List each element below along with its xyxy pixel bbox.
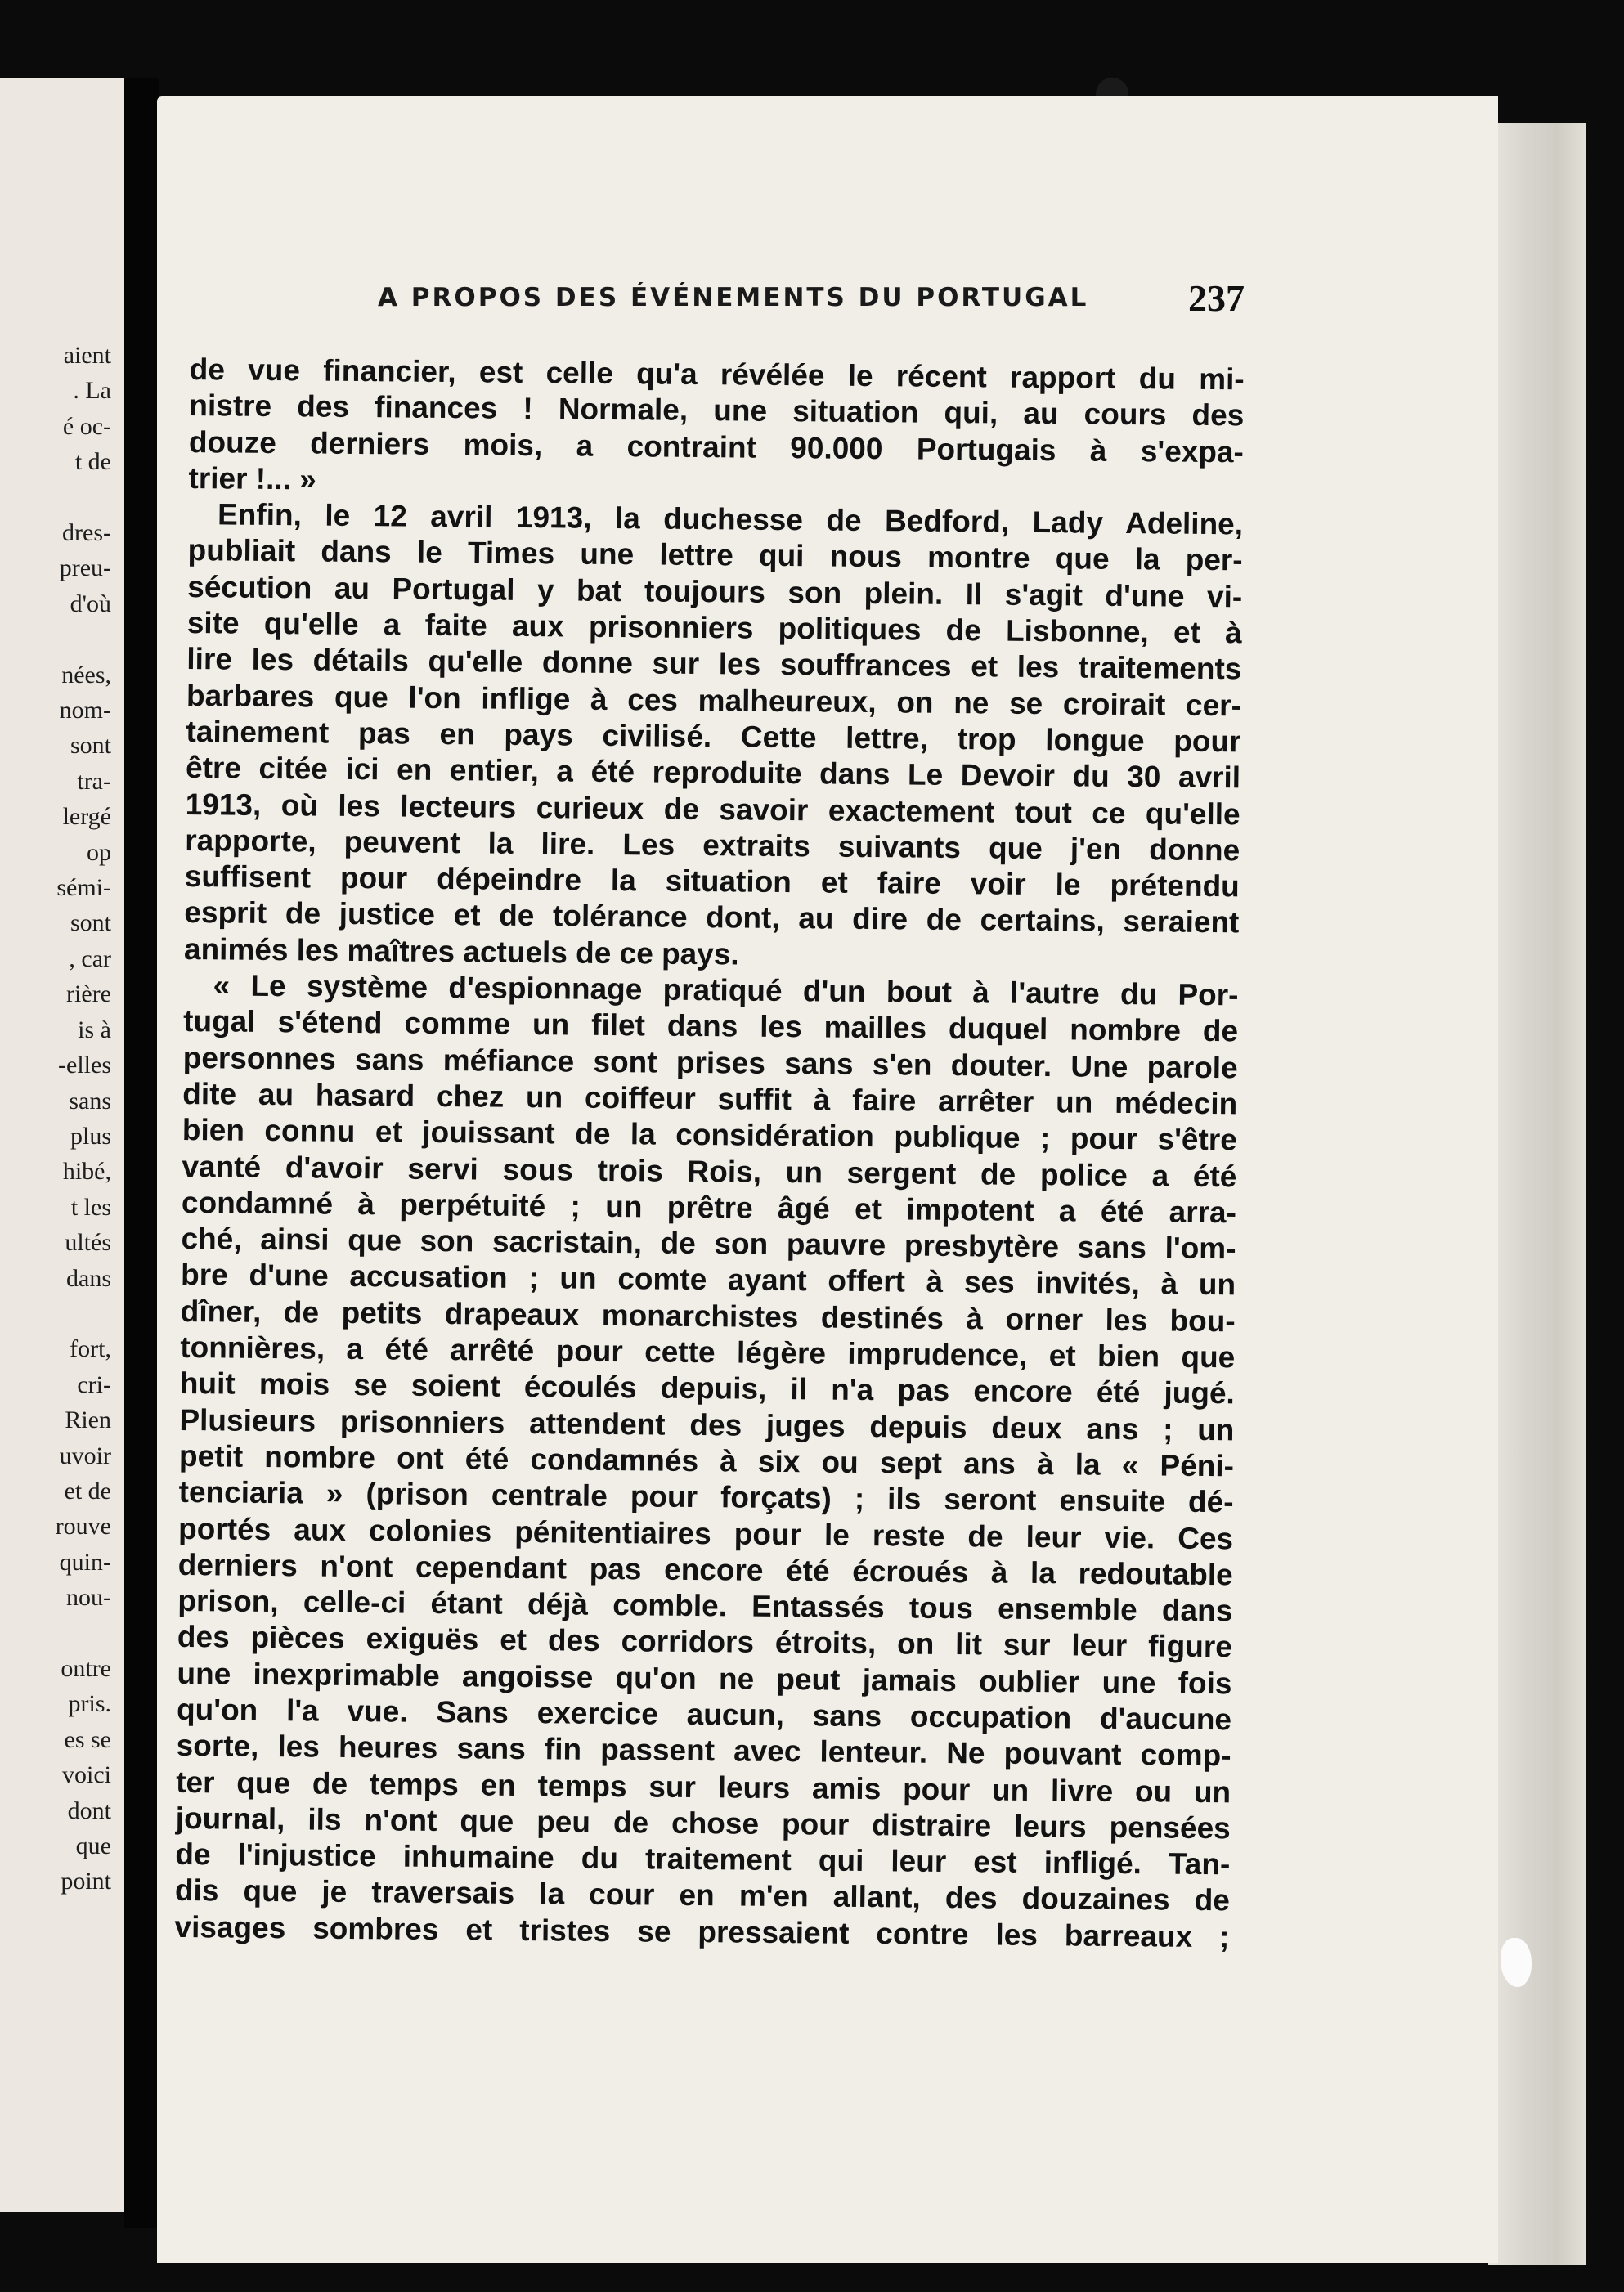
- text-line: nistre des finances ! Normale, une situation qui, au cours des: [189, 388, 1245, 433]
- left-page-fragment: [0, 78, 124, 2212]
- text-line: une inexprimable angoisse qu'on ne peut jamais oublier une fois: [177, 1656, 1232, 1700]
- left-page-line: preu-: [59, 554, 111, 582]
- text-line: Plusieurs prisonniers attendent des juges depuis deux ans ; un: [179, 1402, 1235, 1447]
- left-page-line: point: [61, 1868, 111, 1895]
- left-page-line: ultés: [65, 1229, 111, 1257]
- text-line: site qu'elle a faite aux prisonniers politiques de Lisbonne, et à: [186, 606, 1242, 650]
- running-head: [378, 276, 1245, 325]
- text-line: sécution au Portugal y bat toujours son plein. Il s'agit d'une vi-: [187, 569, 1243, 614]
- page-number: 237: [1188, 277, 1245, 319]
- left-page-line: aient: [63, 342, 111, 369]
- text-line: suffisent pour dépeindre la situation et faire voir le prétendu: [184, 859, 1240, 904]
- left-page-line: t les: [70, 1193, 111, 1221]
- left-page-line: rouve: [55, 1513, 111, 1541]
- left-page-line: sont: [70, 909, 111, 937]
- text-line: « Le système d'espionnage pratiqué d'un bout à l'autre du Por-: [213, 968, 1239, 1012]
- text-line: dite au hasard chez un coiffeur suffit à faire arrêter un médecin: [182, 1076, 1238, 1121]
- text-line: des pièces exiguës et des corridors étroits, on lit sur leur figure: [177, 1620, 1233, 1664]
- left-page-line: nou-: [66, 1584, 111, 1612]
- text-line: condamné à perpétuité ; un prêtre âgé et impotent a été arra-: [181, 1185, 1237, 1230]
- left-page-line: é oc-: [62, 412, 111, 440]
- left-page-line: dont: [67, 1796, 111, 1824]
- text-line: ché, ainsi que son sacristain, de son pauvre presbytère sans l'om-: [181, 1222, 1236, 1266]
- book-gutter: [124, 78, 159, 2228]
- text-line: lire les détails qu'elle donne sur les souffrances et les traitements: [186, 642, 1242, 686]
- text-line: bien connu et jouissant de la considération publique ; pour s'être: [182, 1113, 1238, 1157]
- text-line: visages sombres et tristes se pressaient contre les barreaux ;: [174, 1909, 1230, 1954]
- left-page-line: voici: [62, 1761, 111, 1789]
- text-line: animés les maîtres actuels de ce pays.: [183, 931, 739, 971]
- running-title: A PROPOS DES ÉVÉNEMENTS DU PORTUGAL: [378, 283, 1089, 312]
- text-line: vanté d'avoir servi sous trois Rois, un sergent de police a été: [182, 1149, 1237, 1193]
- left-page-line: t de: [74, 448, 111, 476]
- text-line: trier !... »: [188, 460, 316, 496]
- left-page-line: quin-: [59, 1548, 111, 1576]
- left-page-line: , car: [69, 944, 111, 972]
- left-page-line: [56, 1616, 111, 1651]
- left-page-line: ontre: [61, 1654, 111, 1682]
- left-page-line: sans: [69, 1087, 111, 1115]
- left-page-line: nées,: [61, 661, 111, 688]
- left-page-line: et de: [64, 1477, 111, 1505]
- text-line: barbares que l'on inflige à ces malheureux, on ne se croirait cer-: [186, 678, 1242, 723]
- left-page-line: is à: [78, 1016, 111, 1043]
- body-text: [174, 352, 1245, 1955]
- left-page-line: pris.: [68, 1690, 111, 1718]
- left-page-line: fort,: [70, 1335, 111, 1363]
- left-page-line: Rien: [65, 1406, 111, 1434]
- text-line: sorte, les heures sans fin passent avec lenteur. Ne pouvant comp-: [176, 1729, 1231, 1773]
- left-page-line: op: [87, 838, 111, 866]
- left-page-line: que: [75, 1832, 111, 1859]
- left-page-line: plus: [70, 1122, 111, 1150]
- left-page-line: tra-: [77, 767, 111, 795]
- text-line: dîner, de petits drapeaux monarchistes destinés à orner les bou-: [180, 1294, 1236, 1339]
- text-line: tonnières, a été arrêté pour cette légère imprudence, et bien que: [180, 1330, 1236, 1375]
- left-page-line: dres-: [62, 519, 111, 547]
- left-page-line: [56, 1296, 111, 1331]
- left-page-line: uvoir: [59, 1442, 111, 1469]
- left-page-line: d'où: [70, 590, 111, 617]
- text-line: rapporte, peuvent la lire. Les extraits suivants que j'en donne: [185, 823, 1240, 868]
- left-page-line: sémi-: [56, 874, 111, 902]
- left-page-line: hibé,: [62, 1158, 111, 1186]
- text-line: derniers n'ont cependant pas encore été écroués à la redoutable: [177, 1547, 1233, 1592]
- text-line: être citée ici en entier, a été reproduite dans Le Devoir du 30 avril: [185, 751, 1241, 795]
- left-page-line: sont: [70, 732, 111, 760]
- text-line: esprit de justice et de tolérance dont, au dire de certains, seraient: [184, 895, 1240, 940]
- text-line: ter que de temps en temps sur leurs amis pour un livre ou un: [176, 1765, 1231, 1809]
- text-line: publiait dans le Times une lettre qui nous montre que la per-: [187, 533, 1243, 577]
- left-page-line: rière: [66, 980, 111, 1008]
- left-page-line: [56, 480, 111, 515]
- text-line: douze derniers mois, a contraint 90.000 Portugais à s'expa-: [188, 424, 1245, 469]
- left-page-line: -elles: [58, 1052, 111, 1079]
- text-line: de vue financier, est celle qu'a révélée le récent rapport du mi-: [189, 352, 1245, 397]
- text-line: personnes sans méfiance sont prises sans s'en douter. Une parole: [182, 1040, 1238, 1084]
- text-line: Enfin, le 12 avril 1913, la duchesse de Bedford, Lady Adeline,: [217, 497, 1244, 541]
- left-page-line: lergé: [62, 803, 111, 831]
- text-line: de l'injustice inhumaine du traitement qui leur est infligé. Tan-: [175, 1837, 1231, 1882]
- left-page-line: nom-: [59, 697, 111, 724]
- text-line: prison, celle-ci étant déjà comble. Entassés tous ensemble dans: [177, 1584, 1233, 1628]
- text-line: tugal s'étend comme un filet dans les mailles duquel nombre de: [182, 1004, 1239, 1048]
- text-line: dis que je traversais la cour en m'en allant, des douzaines de: [174, 1873, 1231, 1917]
- left-page-line: . La: [73, 377, 111, 405]
- text-line: huit mois se soient écoulés depuis, il n'a pas encore été jugé.: [179, 1366, 1236, 1411]
- left-page-line: [56, 621, 111, 657]
- paper-fleck: [1501, 1938, 1532, 1987]
- left-page-text: [56, 338, 111, 1900]
- text-line: bre d'une accusation ; un comte ayant offert à ses invités, à un: [180, 1258, 1236, 1302]
- text-line: qu'on l'a vue. Sans exercice aucun, sans occupation d'aucune: [176, 1692, 1232, 1737]
- left-page-line: dans: [66, 1264, 111, 1292]
- left-page-line: es se: [64, 1725, 111, 1753]
- text-line: tainement pas en pays civilisé. Cette lettre, trop longue pour: [186, 714, 1241, 759]
- text-line: 1913, où les lecteurs curieux de savoir exactement tout ce qu'elle: [185, 787, 1240, 831]
- text-line: tenciaria » (prison centrale pour forçats) ; ils seront ensuite dé-: [178, 1475, 1234, 1519]
- left-page-line: cri-: [77, 1370, 111, 1398]
- text-line: journal, ils n'ont que peu de chose pour distraire leurs pensées: [175, 1801, 1231, 1846]
- text-line: portés aux colonies pénitentiaires pour le reste de leur vie. Ces: [177, 1511, 1234, 1555]
- text-line: petit nombre ont été condamnés à six ou sept ans à la « Péni-: [178, 1438, 1235, 1483]
